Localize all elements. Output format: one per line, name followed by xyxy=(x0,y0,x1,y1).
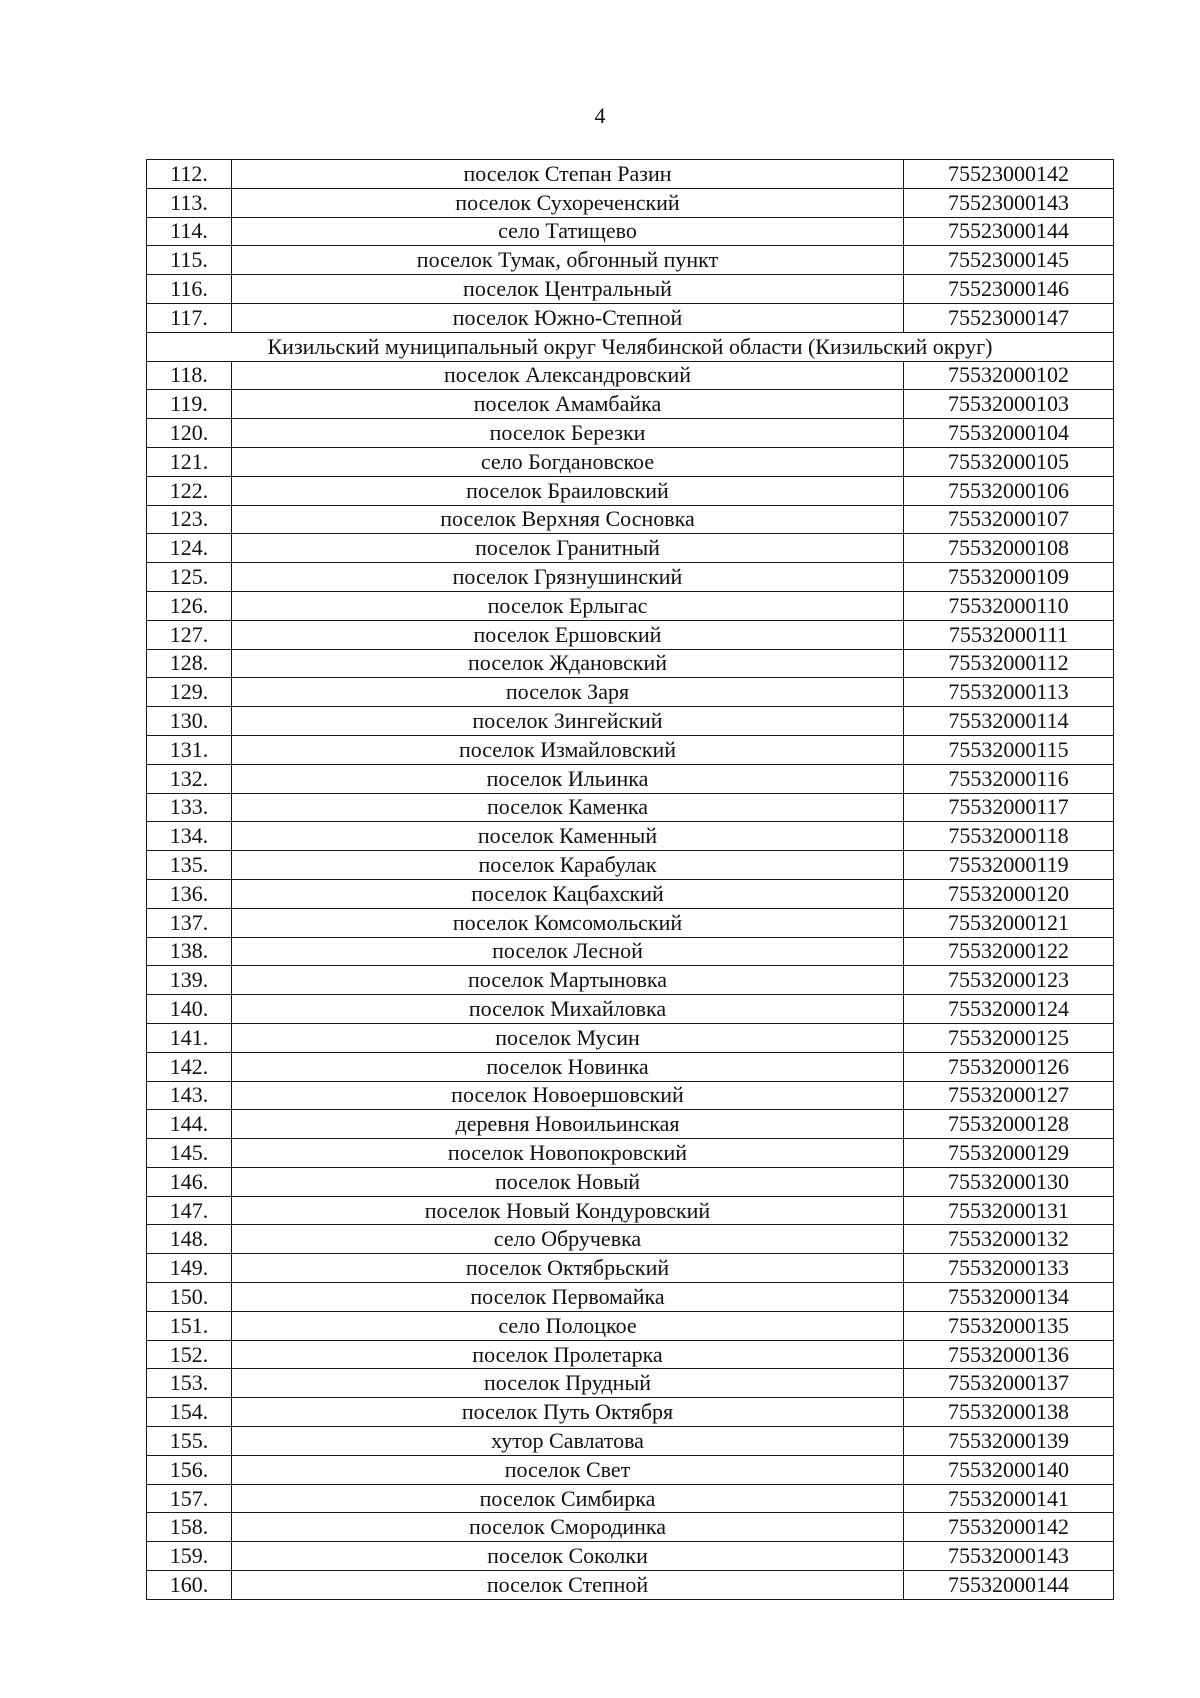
settlement-name-cell: поселок Степан Разин xyxy=(232,160,904,189)
row-number-cell: 120. xyxy=(147,419,232,448)
table-row xyxy=(147,1484,1114,1513)
row-number-cell: 145. xyxy=(147,1139,232,1168)
settlement-name-cell: поселок Новый Кондуровский xyxy=(232,1196,904,1225)
table-row xyxy=(147,505,1114,534)
settlement-name-cell: поселок Измайловский xyxy=(232,735,904,764)
oktmo-code-cell: 75532000120 xyxy=(904,879,1114,908)
settlement-name-cell: поселок Александровский xyxy=(232,361,904,390)
oktmo-code-cell: 75532000134 xyxy=(904,1283,1114,1312)
row-number-cell: 147. xyxy=(147,1196,232,1225)
row-number-cell: 138. xyxy=(147,937,232,966)
oktmo-code-cell: 75532000140 xyxy=(904,1455,1114,1484)
row-number-cell: 134. xyxy=(147,822,232,851)
row-number-cell: 113. xyxy=(147,188,232,217)
row-number-cell: 133. xyxy=(147,793,232,822)
settlement-name-cell: поселок Мартыновка xyxy=(232,966,904,995)
table-row xyxy=(147,966,1114,995)
table-row xyxy=(147,793,1114,822)
table-row xyxy=(147,361,1114,390)
settlement-name-cell: поселок Тумак, обгонный пункт xyxy=(232,246,904,275)
settlement-name-cell: поселок Южно-Степной xyxy=(232,303,904,332)
table-row xyxy=(147,908,1114,937)
row-number-cell: 159. xyxy=(147,1542,232,1571)
row-number-cell: 143. xyxy=(147,1081,232,1110)
settlements-table xyxy=(146,159,1114,1600)
row-number-cell: 146. xyxy=(147,1167,232,1196)
settlement-name-cell: поселок Сухореченский xyxy=(232,188,904,217)
oktmo-code-cell: 75532000137 xyxy=(904,1369,1114,1398)
oktmo-code-cell: 75532000132 xyxy=(904,1225,1114,1254)
settlement-name-cell: поселок Мусин xyxy=(232,1023,904,1052)
oktmo-code-cell: 75532000110 xyxy=(904,591,1114,620)
oktmo-code-cell: 75532000102 xyxy=(904,361,1114,390)
row-number-cell: 135. xyxy=(147,851,232,880)
oktmo-code-cell: 75532000142 xyxy=(904,1513,1114,1542)
oktmo-code-cell: 75532000133 xyxy=(904,1254,1114,1283)
row-number-cell: 148. xyxy=(147,1225,232,1254)
oktmo-code-cell: 75523000145 xyxy=(904,246,1114,275)
settlement-name-cell: поселок Амамбайка xyxy=(232,390,904,419)
table-row xyxy=(147,678,1114,707)
settlement-name-cell: село Обручевка xyxy=(232,1225,904,1254)
settlement-name-cell: поселок Симбирка xyxy=(232,1484,904,1513)
row-number-cell: 126. xyxy=(147,591,232,620)
oktmo-code-cell: 75532000123 xyxy=(904,966,1114,995)
oktmo-code-cell: 75523000147 xyxy=(904,303,1114,332)
oktmo-code-cell: 75523000146 xyxy=(904,275,1114,304)
settlement-name-cell: поселок Прудный xyxy=(232,1369,904,1398)
row-number-cell: 128. xyxy=(147,649,232,678)
table-row xyxy=(147,620,1114,649)
settlement-name-cell: поселок Новоершовский xyxy=(232,1081,904,1110)
row-number-cell: 130. xyxy=(147,707,232,736)
table-row xyxy=(147,1023,1114,1052)
table-row xyxy=(147,447,1114,476)
oktmo-code-cell: 75532000131 xyxy=(904,1196,1114,1225)
oktmo-code-cell: 75532000116 xyxy=(904,764,1114,793)
row-number-cell: 115. xyxy=(147,246,232,275)
row-number-cell: 124. xyxy=(147,534,232,563)
row-number-cell: 127. xyxy=(147,620,232,649)
settlement-name-cell: поселок Соколки xyxy=(232,1542,904,1571)
table-row xyxy=(147,275,1114,304)
row-number-cell: 139. xyxy=(147,966,232,995)
table-row xyxy=(147,217,1114,246)
table-row xyxy=(147,764,1114,793)
oktmo-code-cell: 75532000115 xyxy=(904,735,1114,764)
oktmo-code-cell: 75532000129 xyxy=(904,1139,1114,1168)
settlement-name-cell: поселок Новый xyxy=(232,1167,904,1196)
settlement-name-cell: поселок Кацбахский xyxy=(232,879,904,908)
row-number-cell: 149. xyxy=(147,1254,232,1283)
table-row xyxy=(147,1398,1114,1427)
row-number-cell: 141. xyxy=(147,1023,232,1052)
oktmo-code-cell: 75532000125 xyxy=(904,1023,1114,1052)
settlement-name-cell: поселок Верхняя Сосновка xyxy=(232,505,904,534)
settlement-name-cell: село Богдановское xyxy=(232,447,904,476)
oktmo-code-cell: 75532000106 xyxy=(904,476,1114,505)
oktmo-code-cell: 75532000108 xyxy=(904,534,1114,563)
settlement-name-cell: поселок Карабулак xyxy=(232,851,904,880)
oktmo-code-cell: 75532000126 xyxy=(904,1052,1114,1081)
oktmo-code-cell: 75532000119 xyxy=(904,851,1114,880)
row-number-cell: 158. xyxy=(147,1513,232,1542)
table-row xyxy=(147,1369,1114,1398)
table-row xyxy=(147,188,1114,217)
table-row xyxy=(147,649,1114,678)
settlement-name-cell: поселок Путь Октября xyxy=(232,1398,904,1427)
settlement-name-cell: поселок Каменка xyxy=(232,793,904,822)
row-number-cell: 116. xyxy=(147,275,232,304)
oktmo-code-cell: 75532000122 xyxy=(904,937,1114,966)
settlement-name-cell: поселок Лесной xyxy=(232,937,904,966)
row-number-cell: 117. xyxy=(147,303,232,332)
table-row xyxy=(147,476,1114,505)
oktmo-code-cell: 75532000143 xyxy=(904,1542,1114,1571)
table-row xyxy=(147,707,1114,736)
settlement-name-cell: поселок Браиловский xyxy=(232,476,904,505)
table-row xyxy=(147,303,1114,332)
settlement-name-cell: поселок Первомайка xyxy=(232,1283,904,1312)
oktmo-code-cell: 75532000112 xyxy=(904,649,1114,678)
oktmo-code-cell: 75532000135 xyxy=(904,1311,1114,1340)
oktmo-code-cell: 75532000111 xyxy=(904,620,1114,649)
row-number-cell: 156. xyxy=(147,1455,232,1484)
oktmo-code-cell: 75532000107 xyxy=(904,505,1114,534)
settlement-name-cell: поселок Центральный xyxy=(232,275,904,304)
oktmo-code-cell: 75532000127 xyxy=(904,1081,1114,1110)
row-number-cell: 112. xyxy=(147,160,232,189)
table-row xyxy=(147,1340,1114,1369)
table-row xyxy=(147,995,1114,1024)
oktmo-code-cell: 75532000124 xyxy=(904,995,1114,1024)
settlement-name-cell: поселок Заря xyxy=(232,678,904,707)
row-number-cell: 123. xyxy=(147,505,232,534)
table-row xyxy=(147,1283,1114,1312)
table-row xyxy=(147,1311,1114,1340)
oktmo-code-cell: 75532000118 xyxy=(904,822,1114,851)
row-number-cell: 157. xyxy=(147,1484,232,1513)
table-row xyxy=(147,1225,1114,1254)
row-number-cell: 151. xyxy=(147,1311,232,1340)
settlement-name-cell: поселок Березки xyxy=(232,419,904,448)
settlement-name-cell: поселок Ильинка xyxy=(232,764,904,793)
oktmo-code-cell: 75532000130 xyxy=(904,1167,1114,1196)
oktmo-code-cell: 75532000105 xyxy=(904,447,1114,476)
row-number-cell: 132. xyxy=(147,764,232,793)
row-number-cell: 140. xyxy=(147,995,232,1024)
row-number-cell: 121. xyxy=(147,447,232,476)
settlement-name-cell: поселок Ершовский xyxy=(232,620,904,649)
oktmo-code-cell: 75532000121 xyxy=(904,908,1114,937)
settlement-name-cell: поселок Ждановский xyxy=(232,649,904,678)
row-number-cell: 125. xyxy=(147,563,232,592)
oktmo-code-cell: 75532000104 xyxy=(904,419,1114,448)
table-row xyxy=(147,735,1114,764)
table-row xyxy=(147,851,1114,880)
settlement-name-cell: поселок Ерлыгас xyxy=(232,591,904,620)
settlement-name-cell: поселок Грязнушинский xyxy=(232,563,904,592)
settlement-name-cell: поселок Зингейский xyxy=(232,707,904,736)
row-number-cell: 142. xyxy=(147,1052,232,1081)
oktmo-code-cell: 75532000136 xyxy=(904,1340,1114,1369)
row-number-cell: 155. xyxy=(147,1427,232,1456)
table-row xyxy=(147,822,1114,851)
settlement-name-cell: поселок Михайловка xyxy=(232,995,904,1024)
settlement-name-cell: поселок Пролетарка xyxy=(232,1340,904,1369)
table-row xyxy=(147,1455,1114,1484)
table-row xyxy=(147,1254,1114,1283)
table-row xyxy=(147,390,1114,419)
settlement-name-cell: хутор Савлатова xyxy=(232,1427,904,1456)
oktmo-code-cell: 75532000114 xyxy=(904,707,1114,736)
settlement-name-cell: село Татищево xyxy=(232,217,904,246)
oktmo-code-cell: 75532000109 xyxy=(904,563,1114,592)
row-number-cell: 122. xyxy=(147,476,232,505)
table-row xyxy=(147,591,1114,620)
table-row xyxy=(147,563,1114,592)
table-row xyxy=(147,1139,1114,1168)
row-number-cell: 154. xyxy=(147,1398,232,1427)
settlement-name-cell: поселок Октябрьский xyxy=(232,1254,904,1283)
table-row xyxy=(147,1110,1114,1139)
oktmo-code-cell: 75532000144 xyxy=(904,1571,1114,1600)
oktmo-code-cell: 75532000103 xyxy=(904,390,1114,419)
oktmo-code-cell: 75532000128 xyxy=(904,1110,1114,1139)
row-number-cell: 152. xyxy=(147,1340,232,1369)
oktmo-code-cell: 75523000143 xyxy=(904,188,1114,217)
table-row xyxy=(147,1542,1114,1571)
table-row xyxy=(147,1052,1114,1081)
oktmo-code-cell: 75532000117 xyxy=(904,793,1114,822)
table-row xyxy=(147,419,1114,448)
settlement-name-cell: деревня Новоильинская xyxy=(232,1110,904,1139)
oktmo-code-cell: 75532000138 xyxy=(904,1398,1114,1427)
row-number-cell: 160. xyxy=(147,1571,232,1600)
oktmo-code-cell: 75523000142 xyxy=(904,160,1114,189)
oktmo-code-cell: 75532000139 xyxy=(904,1427,1114,1456)
oktmo-code-cell: 75532000113 xyxy=(904,678,1114,707)
page-number: 4 xyxy=(594,103,606,128)
settlement-name-cell: поселок Комсомольский xyxy=(232,908,904,937)
settlement-name-cell: село Полоцкое xyxy=(232,1311,904,1340)
row-number-cell: 137. xyxy=(147,908,232,937)
row-number-cell: 129. xyxy=(147,678,232,707)
settlement-name-cell: поселок Новинка xyxy=(232,1052,904,1081)
settlement-name-cell: поселок Гранитный xyxy=(232,534,904,563)
table-body xyxy=(147,160,1114,1600)
oktmo-code-cell: 75532000141 xyxy=(904,1484,1114,1513)
table-row xyxy=(147,1167,1114,1196)
oktmo-code-cell: 75523000144 xyxy=(904,217,1114,246)
table-row xyxy=(147,1081,1114,1110)
row-number-cell: 150. xyxy=(147,1283,232,1312)
row-number-cell: 114. xyxy=(147,217,232,246)
table-row xyxy=(147,879,1114,908)
settlement-name-cell: поселок Смородинка xyxy=(232,1513,904,1542)
table-row xyxy=(147,160,1114,189)
settlement-name-cell: поселок Степной xyxy=(232,1571,904,1600)
row-number-cell: 119. xyxy=(147,390,232,419)
table-row xyxy=(147,1427,1114,1456)
table-row xyxy=(147,1196,1114,1225)
table-row xyxy=(147,1571,1114,1600)
table-row xyxy=(147,1513,1114,1542)
row-number-cell: 131. xyxy=(147,735,232,764)
section-header-row xyxy=(147,332,1114,361)
table-row xyxy=(147,937,1114,966)
row-number-cell: 153. xyxy=(147,1369,232,1398)
table-row xyxy=(147,534,1114,563)
row-number-cell: 136. xyxy=(147,879,232,908)
row-number-cell: 118. xyxy=(147,361,232,390)
section-title: Кизильский муниципальный округ Челябинской области (Кизильский округ) xyxy=(147,332,1114,361)
settlement-name-cell: поселок Новопокровский xyxy=(232,1139,904,1168)
settlement-name-cell: поселок Каменный xyxy=(232,822,904,851)
settlement-name-cell: поселок Свет xyxy=(232,1455,904,1484)
table-row xyxy=(147,246,1114,275)
row-number-cell: 144. xyxy=(147,1110,232,1139)
